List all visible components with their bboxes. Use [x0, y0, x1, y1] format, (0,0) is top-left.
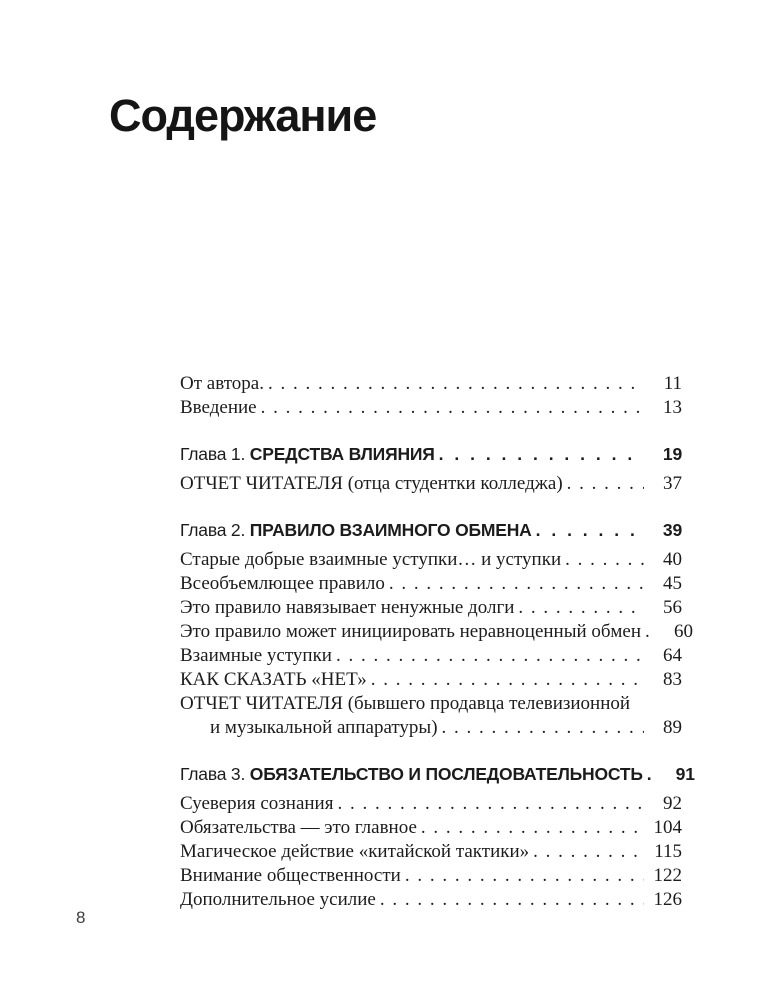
toc-entry-title: КАК СКАЗАТЬ «НЕТ» [180, 669, 367, 690]
toc-entry-title: СРЕДСТВА ВЛИЯНИЯ [249, 444, 435, 464]
toc-chapter-prefix: Глава 2. [180, 520, 250, 540]
toc-entry-page-number: 19 [662, 444, 682, 464]
dot-leader [336, 644, 644, 668]
table-of-contents [180, 372, 695, 912]
toc-entry-page-number: 11 [663, 373, 682, 394]
toc-entry [180, 792, 682, 816]
toc-entry-page-number: 37 [663, 473, 682, 494]
toc-entry [180, 596, 682, 620]
toc-entry [180, 840, 682, 864]
toc-entry [180, 644, 682, 668]
dot-leader [268, 372, 644, 396]
toc-entry-title: и музыкальной аппаратуры) [210, 717, 438, 738]
toc-entry [180, 572, 682, 596]
dot-leader [518, 596, 644, 620]
toc-entry-page-number: 83 [663, 669, 682, 690]
toc-entry [180, 548, 682, 572]
dot-leader [647, 762, 657, 786]
toc-entry [180, 472, 682, 496]
toc-entry-title: Обязательства — это главное [180, 817, 417, 838]
toc-entry-title: Взаимные уступки [180, 645, 332, 666]
dot-leader [337, 792, 644, 816]
toc-entry [180, 668, 682, 692]
toc-entry [180, 716, 682, 740]
toc-chapter-entry [180, 518, 682, 542]
toc-entry-page-number: 115 [654, 841, 682, 862]
toc-entry-page-number: 40 [663, 549, 682, 570]
toc-entry [180, 888, 682, 912]
toc-chapter-prefix: Глава 1. [180, 444, 250, 464]
toc-entry-title: ОТЧЕТ ЧИТАТЕЛЯ (отца студентки колледжа) [180, 473, 563, 494]
dot-leader [421, 816, 644, 840]
toc-entry [180, 816, 682, 840]
toc-entry [180, 864, 682, 888]
toc-entry [180, 692, 682, 716]
toc-entry-page-number: 122 [653, 865, 682, 886]
toc-entry-title: ОБЯЗАТЕЛЬСТВО И ПОСЛЕДОВАТЕЛЬНОСТЬ [249, 764, 643, 784]
toc-entry-page-number: 60 [674, 621, 694, 642]
toc-entry-title: Это правило навязывает ненужные долги [180, 597, 515, 618]
dot-leader [536, 518, 644, 542]
dot-leader [371, 668, 644, 692]
dot-leader [405, 864, 644, 888]
toc-chapter-prefix: Глава 3. [180, 764, 250, 784]
toc-entry-page-number: 91 [675, 764, 695, 784]
toc-entry-page-number: 64 [663, 645, 682, 666]
dot-leader [261, 396, 644, 420]
toc-entry-title: Суеверия сознания [180, 793, 334, 814]
page-title: Содержание [109, 90, 377, 141]
toc-entry-title: Это правило может инициировать неравноценный обмен [180, 621, 642, 642]
toc-group [180, 372, 682, 420]
folio-page-number: 8 [76, 908, 86, 927]
toc-entry-title: Дополнительное усилие [180, 889, 376, 910]
toc-entry [180, 620, 694, 644]
toc-entry-page-number: 13 [663, 397, 682, 418]
dot-leader [380, 888, 644, 912]
toc-entry-page-number: 56 [663, 597, 682, 618]
dot-leader [567, 472, 644, 496]
toc-entry-title: Старые добрые взаимные уступки… и уступки [180, 549, 562, 570]
toc-entry-title: Введение [180, 397, 257, 418]
toc-entry-title: Магическое действие «китайской тактики» [180, 841, 530, 862]
toc-entry-title: ОТЧЕТ ЧИТАТЕЛЯ (бывшего продавца телевизионной [180, 693, 631, 714]
toc-entry-page-number: 126 [653, 889, 682, 910]
toc-entry-title: От автора. [180, 373, 264, 394]
toc-entry-page-number: 39 [662, 520, 682, 540]
toc-group [180, 762, 695, 912]
toc-entry-title: ПРАВИЛО ВЗАИМНОГО ОБМЕНА [249, 520, 532, 540]
toc-chapter-entry [180, 442, 682, 466]
dot-leader [533, 840, 644, 864]
toc-entry-page-number: 45 [663, 573, 682, 594]
toc-group [180, 442, 682, 496]
dot-leader [439, 442, 644, 466]
toc-entry-page-number: 89 [663, 717, 682, 738]
dot-leader [565, 548, 644, 572]
toc-chapter-entry [180, 762, 695, 786]
dot-leader [389, 572, 644, 596]
toc-entry [180, 372, 682, 396]
dot-leader [442, 716, 644, 740]
toc-entry-title: Всеобъемлющее правило [180, 573, 385, 594]
toc-group [180, 518, 694, 740]
toc-entry-title: Внимание общественности [180, 865, 401, 886]
toc-entry-page-number: 92 [663, 793, 682, 814]
toc-entry [180, 396, 682, 420]
toc-entry-page-number: 104 [653, 817, 682, 838]
dot-leader [645, 620, 655, 644]
